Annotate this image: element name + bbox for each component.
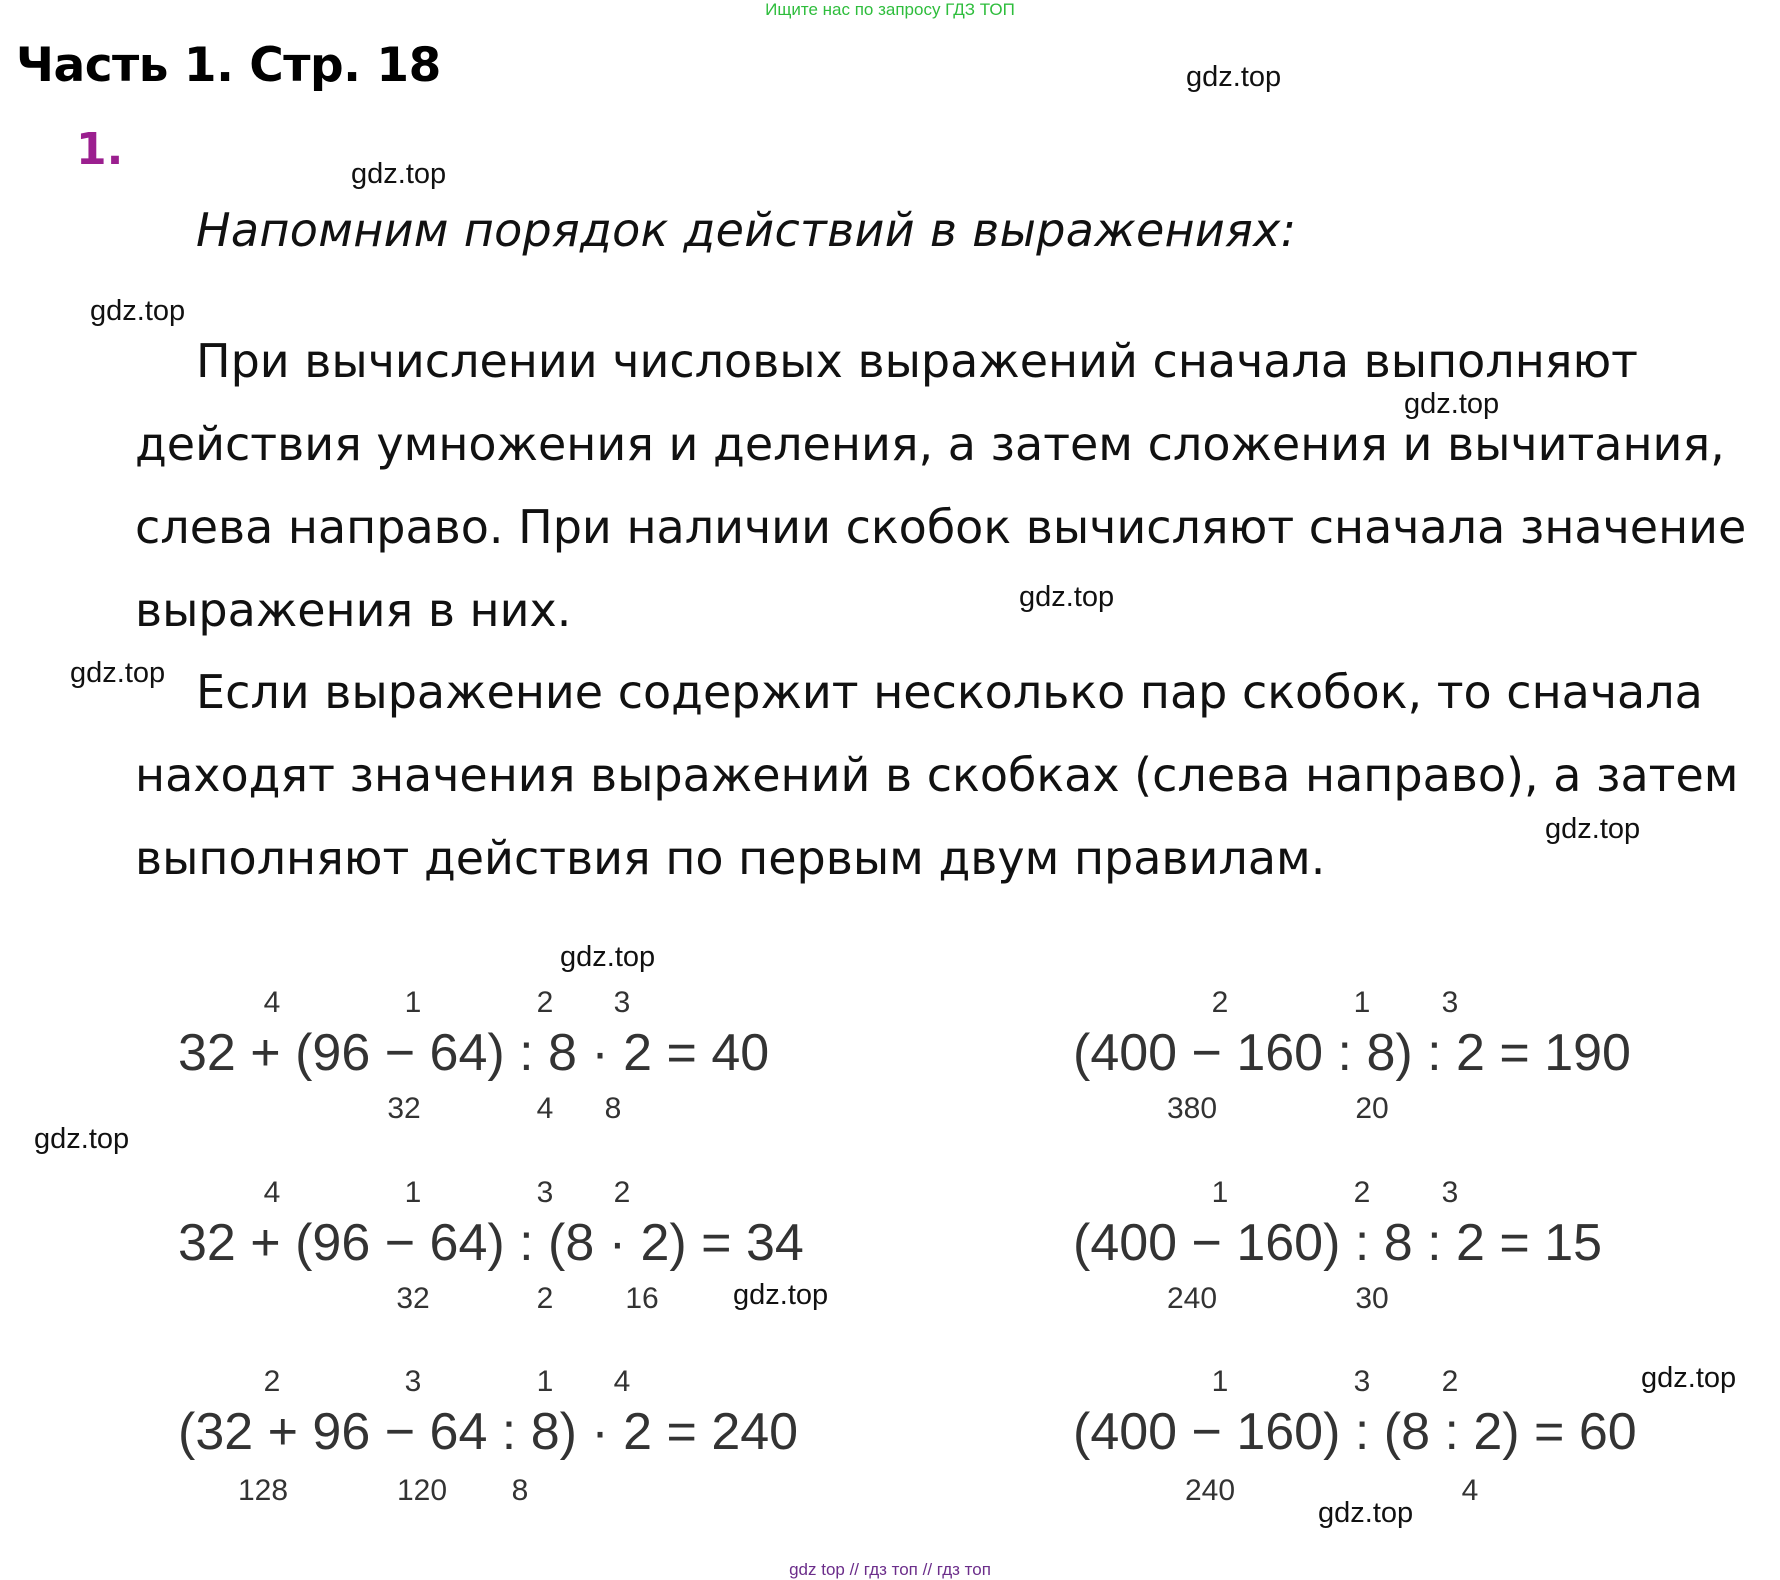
step-order: 2 <box>1441 1365 1459 1398</box>
watermark: gdz.top <box>1318 1497 1414 1529</box>
step-order: 1 <box>1211 1176 1229 1209</box>
watermark: gdz.top <box>34 1123 130 1155</box>
step-order: 4 <box>263 986 281 1019</box>
watermark: gdz.top <box>70 657 166 689</box>
rule-line: находят значения выражений в скобках (слева направо), а затем <box>135 748 1739 802</box>
step-order: 4 <box>613 1365 631 1398</box>
watermark: gdz.top <box>351 158 447 190</box>
step-order: 3 <box>613 986 631 1019</box>
watermark: gdz.top <box>1545 813 1641 845</box>
step-result: 128 <box>237 1474 289 1507</box>
step-result: 2 <box>536 1282 554 1315</box>
task-number: 1. <box>76 124 124 175</box>
watermark: gdz.top <box>560 941 656 973</box>
rule-line: выполняют действия по первым двум правилам. <box>135 831 1326 885</box>
watermark: gdz.top <box>1019 581 1115 613</box>
step-order: 1 <box>404 986 422 1019</box>
step-result: 4 <box>536 1092 554 1125</box>
math-expression: (400 − 160) : (8 : 2) = 60 <box>1073 1403 1637 1461</box>
step-result: 20 <box>1355 1092 1389 1125</box>
step-order: 1 <box>1353 986 1371 1019</box>
step-result: 32 <box>387 1092 421 1125</box>
step-order: 2 <box>263 1365 281 1398</box>
rule-line: выражения в них. <box>135 583 572 637</box>
watermark: gdz.top <box>90 295 186 327</box>
step-result: 240 <box>1184 1474 1236 1507</box>
watermark: gdz.top <box>733 1279 829 1311</box>
step-result: 240 <box>1166 1282 1218 1315</box>
math-expression: (400 − 160) : 8 : 2 = 15 <box>1073 1214 1603 1272</box>
page-title: Часть 1. Стр. 18 <box>16 38 441 93</box>
step-order: 3 <box>1441 986 1459 1019</box>
watermark: gdz.top <box>1186 61 1282 93</box>
step-result: 16 <box>625 1282 659 1315</box>
step-result: 8 <box>604 1092 622 1125</box>
rule-line: слева направо. При наличии скобок вычисляют сначала значение <box>135 500 1747 554</box>
step-order: 2 <box>613 1176 631 1209</box>
step-order: 1 <box>536 1365 554 1398</box>
search-banner: Ищите нас по запросу ГДЗ ТОП <box>765 0 1015 19</box>
step-result: 30 <box>1355 1282 1389 1315</box>
step-order: 4 <box>263 1176 281 1209</box>
math-expression: (32 + 96 − 64 : 8) · 2 = 240 <box>178 1403 799 1461</box>
watermark: gdz.top <box>1404 388 1500 420</box>
rule-line: действия умножения и деления, а затем сложения и вычитания, <box>135 417 1725 471</box>
step-order: 1 <box>404 1176 422 1209</box>
section-subtitle: Напомним порядок действий в выражениях: <box>196 203 1297 257</box>
rule-line: Если выражение содержит несколько пар скобок, то сначала <box>196 665 1703 719</box>
step-order: 3 <box>536 1176 554 1209</box>
rule-line: При вычислении числовых выражений сначала выполняют <box>196 334 1638 388</box>
math-expression: (400 − 160 : 8) : 2 = 190 <box>1073 1024 1631 1082</box>
watermark: gdz.top <box>1641 1362 1737 1394</box>
step-result: 8 <box>511 1474 529 1507</box>
math-expression: 32 + (96 − 64) : (8 · 2) = 34 <box>178 1214 804 1272</box>
step-result: 4 <box>1461 1474 1479 1507</box>
math-expression: 32 + (96 − 64) : 8 · 2 = 40 <box>178 1024 770 1082</box>
step-order: 1 <box>1211 1365 1229 1398</box>
step-order: 2 <box>536 986 554 1019</box>
step-result: 120 <box>396 1474 448 1507</box>
step-result: 380 <box>1166 1092 1218 1125</box>
step-order: 3 <box>1441 1176 1459 1209</box>
step-order: 3 <box>404 1365 422 1398</box>
step-order: 3 <box>1353 1365 1371 1398</box>
step-result: 32 <box>396 1282 430 1315</box>
footer-links[interactable]: gdz top // гдз топ // гдз топ <box>789 1560 991 1579</box>
step-order: 2 <box>1353 1176 1371 1209</box>
step-order: 2 <box>1211 986 1229 1019</box>
